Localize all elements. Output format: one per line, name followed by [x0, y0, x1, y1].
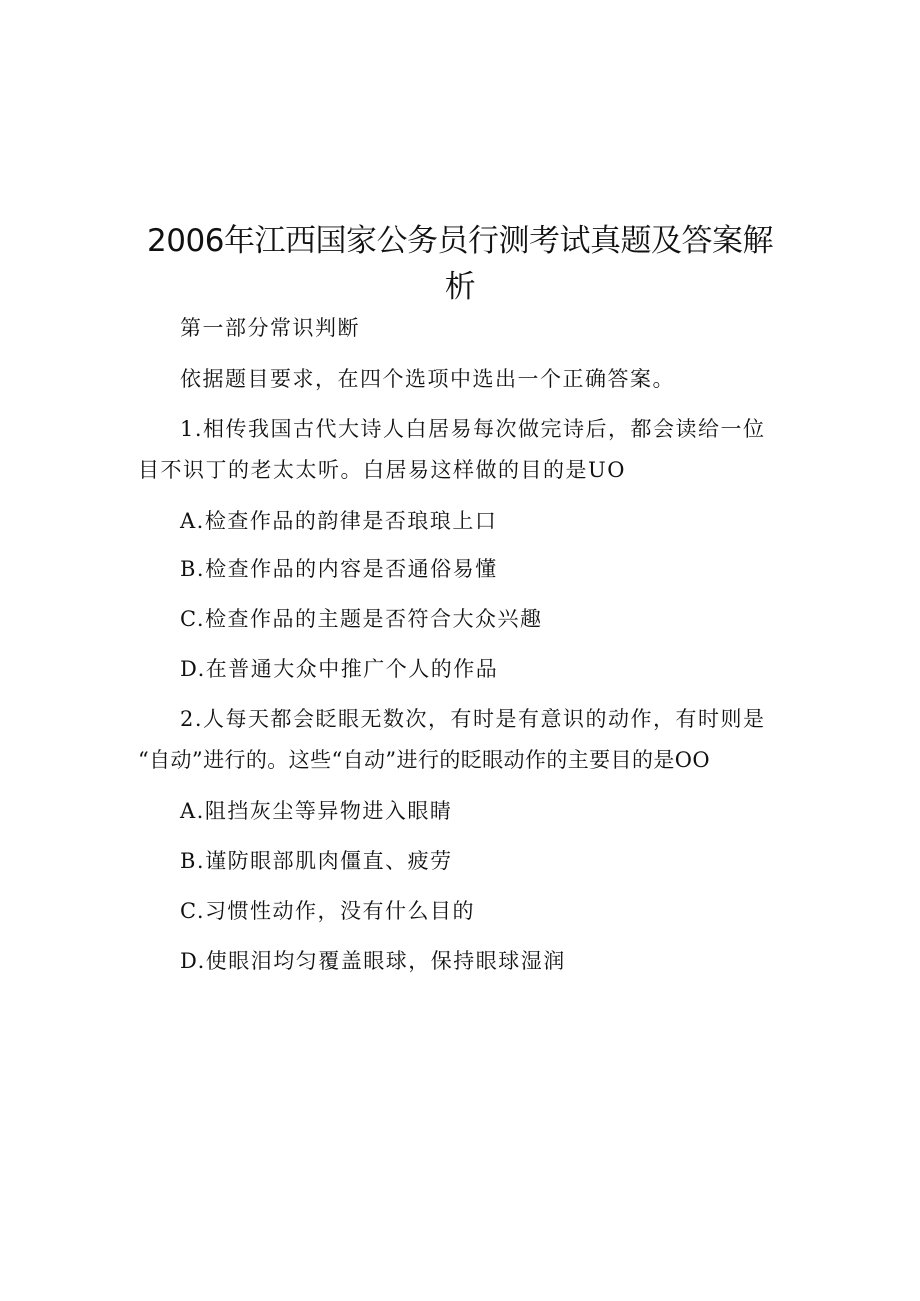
question-2-stem-line-1: 2.人每天都会眨眼无数次，有时是有意识的动作，有时则是	[180, 707, 766, 731]
question-1-option-b: B.检查作品的内容是否通俗易懂	[180, 557, 498, 581]
question-1-option-c: C.检查作品的主题是否符合大众兴趣	[180, 607, 543, 631]
instruction-text: 依据题目要求，在四个选项中选出一个正确答案。	[180, 367, 675, 391]
question-2-option-c: C.习惯性动作，没有什么目的	[180, 899, 475, 923]
question-1-stem-line-2: 目不识丁的老太太听。白居易这样做的目的是UO	[138, 458, 626, 482]
question-2-stem-line-2: “自动”进行的。这些“自动”进行的眨眼动作的主要目的是OO	[138, 748, 710, 772]
document-title-line-1: 2006年江西国家公务员行测考试真题及答案解	[147, 223, 773, 259]
question-2-option-a: A.阻挡灰尘等异物进入眼睛	[180, 799, 453, 823]
question-1-option-d: D.在普通大众中推广个人的作品	[180, 657, 499, 681]
section-heading: 第一部分常识判断	[180, 316, 360, 340]
question-1-stem-line-1: 1.相传我国古代大诗人白居易每次做完诗后，都会读给一位	[180, 417, 766, 441]
question-2-option-d: D.使眼泪均匀覆盖眼球，保持眼球湿润	[180, 949, 566, 973]
document-title-line-2: 析	[444, 269, 476, 305]
question-1-option-a: A.检查作品的韵律是否琅琅上口	[180, 509, 498, 533]
question-2-option-b: B.谨防眼部肌肉僵直、疲劳	[180, 849, 453, 873]
